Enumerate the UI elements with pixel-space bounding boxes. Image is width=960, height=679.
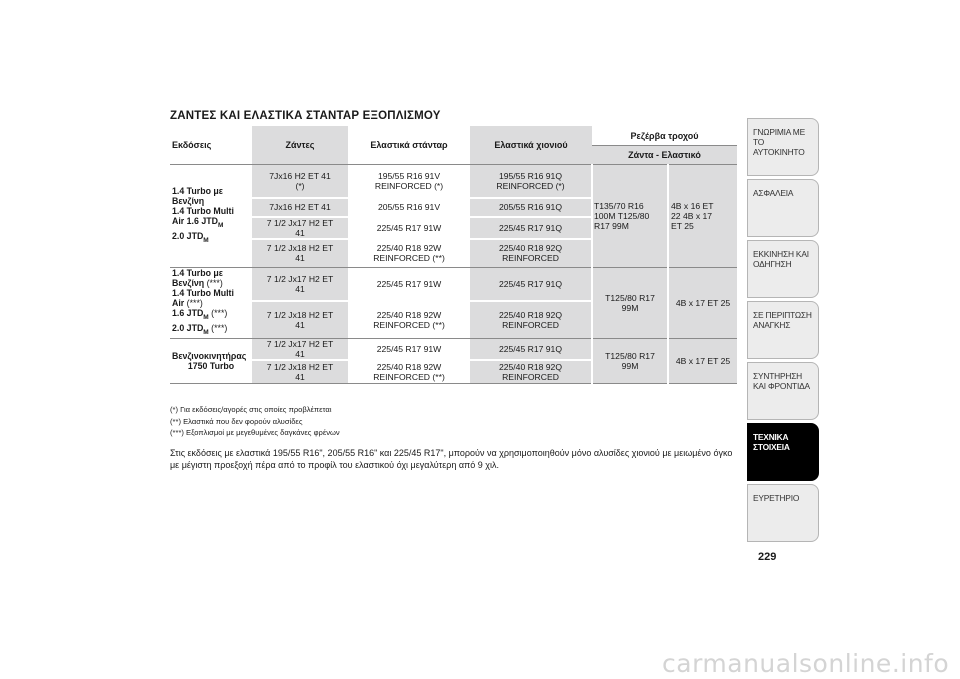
rim-cell: 7Jx16 H2 ET 41 (*) (252, 165, 348, 198)
standard-tire-cell: 225/40 R18 92W REINFORCED (**) (348, 360, 470, 384)
chapter-sidebar (747, 118, 819, 545)
version-line: 1.4 Turbo με (172, 268, 223, 278)
version-line: Air (***) (172, 298, 203, 308)
standard-tire-cell: 195/55 R16 91V REINFORCED (*) (374, 170, 444, 191)
snow-tire-cell: 225/45 R17 91Q (470, 338, 592, 360)
footnote: (*) Για εκδόσεις/αγορές στις οποίες προβλέπεται (170, 405, 332, 414)
tab-maintenance[interactable] (747, 362, 819, 420)
table-row (170, 165, 737, 198)
tab-label: ΕΚΚΙΝΗΣΗ ΚΑΙ ΟΔΗΓΗΣΗ (753, 249, 809, 269)
rim-cell: 7 1/2 Jx18 H2 ET 41 (252, 360, 348, 384)
header-rims: Ζάντες (252, 126, 348, 165)
tab-getting-to-know[interactable] (747, 118, 819, 176)
standard-tire-cell: 205/55 R16 91V (348, 198, 470, 217)
version-line: 1.4 Turbo Multi (172, 206, 234, 217)
tab-label: ΣΕ ΠΕΡΙΠΤΩΣΗ ΑΝΑΓΚΗΣ (753, 310, 812, 330)
snow-tire-cell: 225/40 R18 92Q REINFORCED (470, 301, 592, 338)
rim-cell: 7Jx16 H2 ET 41 (252, 198, 348, 217)
table-row (170, 268, 737, 301)
spare-rim-cell: 4B x 16 ET 22 4B x 17 ET 25 (668, 165, 737, 268)
tab-label: ΑΣΦΑΛΕΙΑ (753, 188, 794, 198)
snow-chain-note: Στις εκδόσεις με ελαστικά 195/55 R16", 205/55 R16" και 225/45 R17", μπορούν να χρησιμοποιηθούν μόνο αλυσίδες χιονιού με μειωμένο όγκο με μέγιστη προεξοχή πέρα από το προφίλ του ελαστικού όχι μεγαλύτερη από 9 χιλ. (170, 448, 733, 470)
snow-tire-cell: 225/45 R17 91Q (470, 268, 592, 301)
tab-emergency[interactable] (747, 301, 819, 359)
standard-tire-cell: 225/45 R17 91W (376, 343, 442, 354)
version-line: 2.0 $JTD_M$ (172, 231, 209, 244)
footnote: (***) Εξοπλισμοί με μεγεθυμένες δαγκάνες φρένων (170, 428, 340, 437)
footnotes (170, 404, 340, 439)
version-line: 2.0 $JTD_M$ (***) (172, 322, 228, 336)
header-spare-sub: Ζάντα - Ελαστικό (592, 146, 737, 165)
version-line: Βενζίνη (***) (172, 278, 223, 288)
header-spare: Ρεζέρβα τροχού (592, 126, 737, 146)
spare-tire-cell: T125/80 R17 99M (592, 338, 668, 384)
table-row (170, 338, 737, 360)
version-line: 1750 Turbo (187, 360, 235, 371)
tab-index[interactable] (747, 484, 819, 542)
tab-label: ΓΝΩΡΙΜΙΑ ΜΕ ΤΟ ΑΥΤΟΚΙΝΗΤΟ (753, 127, 805, 157)
version-line: Air 1.6 $JTD_M$ (172, 216, 224, 229)
version-cell (170, 165, 252, 268)
tab-starting-driving[interactable] (747, 240, 819, 298)
version-line: 1.4 Turbo Multi (172, 288, 234, 298)
tab-safety[interactable] (747, 179, 819, 237)
spare-rim-cell: 4B x 17 ET 25 (668, 268, 737, 339)
header-version: Εκδόσεις (170, 126, 252, 165)
table-body (170, 165, 737, 384)
standard-tire-cell: 225/45 R17 91W (348, 217, 470, 239)
snow-tire-cell: 195/55 R16 91Q REINFORCED (*) (470, 165, 592, 198)
page-number: 229 (758, 551, 777, 563)
tires-table (170, 126, 737, 384)
version-line: Βενζινοκινητήρας (172, 350, 247, 361)
spare-rim-cell: 4B x 17 ET 25 (668, 338, 737, 384)
tab-label: ΣΥΝΤΗΡΗΣΗ ΚΑΙ ΦΡΟΝΤΙΔΑ (753, 371, 810, 391)
version-cell (170, 338, 252, 384)
footnote: (**) Ελαστικά που δεν φορούν αλυσίδες (170, 416, 303, 426)
version-cell (170, 268, 252, 339)
snow-tire-cell: 225/40 R18 92Q REINFORCED (470, 360, 592, 384)
header-standard-tires: Ελαστικά στάνταρ (348, 126, 470, 165)
rim-cell: 7 1/2 Jx17 H2 ET 41 (252, 268, 348, 301)
rim-cell: 7 1/2 Jx18 H2 ET 41 (252, 239, 348, 268)
version-line: Βενζίνη (172, 196, 205, 207)
page-title: ΖΑΝΤΕΣ ΚΑΙ ΕΛΑΣΤΙΚΑ ΣΤΑΝΤΑΡ ΕΞΟΠΛΙΣΜΟΥ (170, 110, 441, 122)
watermark: carmanualsonline.info (662, 649, 950, 678)
snow-tire-cell: 225/45 R17 91Q (470, 217, 592, 239)
rim-cell: 7 1/2 Jx18 H2 ET 41 (252, 301, 348, 338)
tab-label: ΕΥΡΕΤΗΡΙΟ (753, 493, 800, 503)
version-line: 1.6 $JTD_M$ (***) (172, 308, 228, 321)
spare-tire-cell: T135/70 R16 100M T125/80 R17 99M (592, 165, 668, 268)
header-snow-tires: Ελαστικά χιονιού (470, 126, 592, 165)
snow-tire-cell: 205/55 R16 91Q (470, 198, 592, 217)
tab-label: ΤΕΧΝΙΚΑ ΣΤΟΙΧΕΙΑ (753, 432, 790, 452)
snow-tire-cell: 225/40 R18 92Q REINFORCED (470, 239, 592, 268)
standard-tire-cell: 225/40 R18 92W REINFORCED (**) (348, 239, 470, 268)
standard-tire-cell: 225/45 R17 91W (376, 278, 442, 289)
standard-tire-cell: 225/40 R18 92W REINFORCED (**) (348, 301, 470, 338)
version-line: 1.4 Turbo με (172, 186, 223, 197)
tab-technical-data[interactable] (747, 423, 819, 481)
rim-cell: 7 1/2 Jx17 H2 ET 41 (252, 217, 348, 239)
spare-tire-cell: T125/80 R17 99M (592, 268, 668, 339)
rim-cell: 7 1/2 Jx17 H2 ET 41 (252, 338, 348, 360)
